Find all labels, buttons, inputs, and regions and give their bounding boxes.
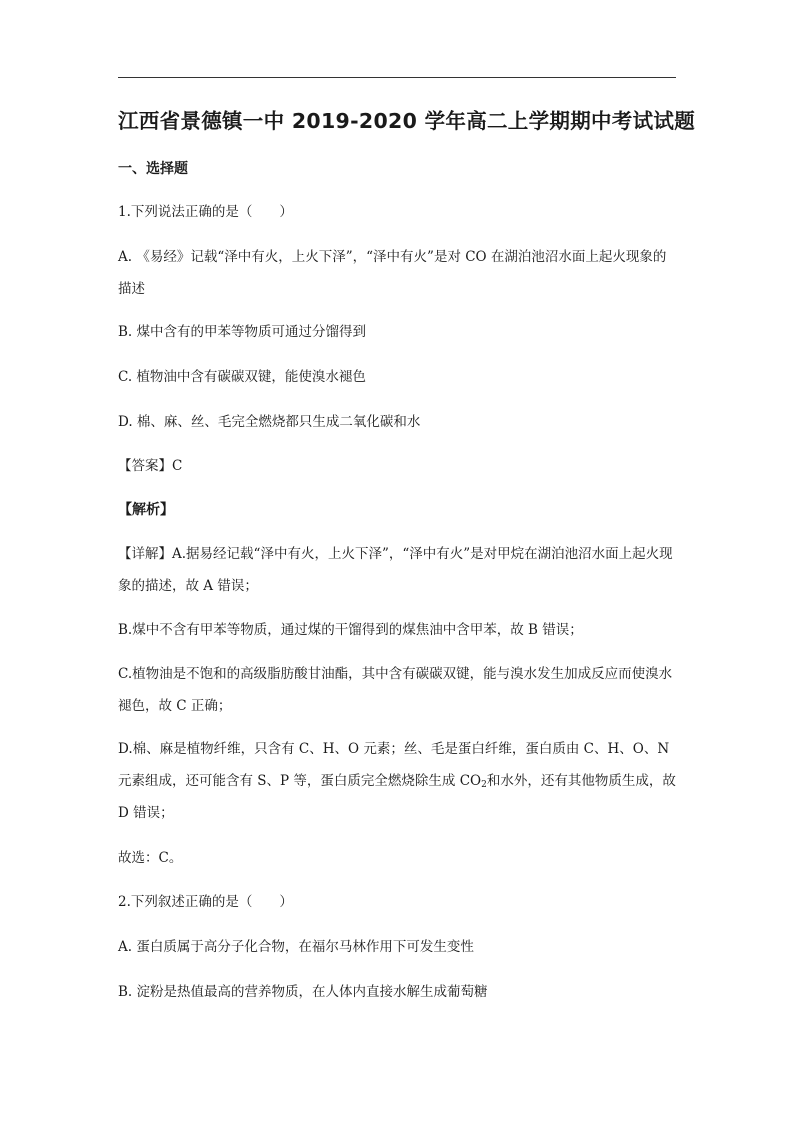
page-title: 江西省景德镇一中 2019-2020 学年高二上学期期中考试试题 <box>118 109 695 133</box>
question-1-stem: 1.下列说法正确的是（ ） <box>118 204 293 220</box>
detail-b: B.煤中不含有甲苯等物质，通过煤的干馏得到的煤焦油中含甲苯，故 B 错误； <box>118 622 583 638</box>
detail-c: C.植物油是不饱和的高级脂肪酸甘油酯，其中含有碳碳双键，能与溴水发生加成反应而使溴水褪色，故 C 正确； <box>118 666 673 714</box>
question-2-stem: 2.下列叙述正确的是（ ） <box>118 894 293 910</box>
detail-d-text: D.棉、麻是植物纤维，只含有 C、H、O 元素；丝、毛是蛋白纤维，蛋白质由 C、H、O、N 元素组成，还可能含有 S、P 等，蛋白质完全燃烧除生成 CO <box>118 741 670 789</box>
detail-d-text-end: 和水外，还有其他物质生成，故 D 错误； <box>118 773 676 821</box>
co2-subscript: 2 <box>481 780 487 790</box>
header-rule <box>118 77 676 78</box>
conclusion: 故选：C。 <box>118 850 183 866</box>
question-1-option-d: D. 棉、麻、丝、毛完全燃烧都只生成二氧化碳和水 <box>118 414 421 430</box>
detail-a: 【详解】A.据易经记载“泽中有火，上火下泽”，“泽中有火”是对甲烷在湖泊池沼水面上起火现象的描述，故 A 错误； <box>118 546 673 594</box>
question-2-option-a: A. 蛋白质属于高分子化合物，在福尔马林作用下可发生变性 <box>118 939 474 955</box>
section-heading: 一、选择题 <box>118 161 188 177</box>
question-1-option-b: B. 煤中含有的甲苯等物质可通过分馏得到 <box>118 324 367 340</box>
question-1-option-c: C. 植物油中含有碳碳双键，能使溴水褪色 <box>118 369 366 385</box>
question-2-option-b: B. 淀粉是热值最高的营养物质，在人体内直接水解生成葡萄糖 <box>118 984 488 1000</box>
analysis-header: 【解析】 <box>118 502 174 518</box>
question-1-option-a: A. 《易经》记载“泽中有火，上火下泽”，“泽中有火”是对 CO 在湖泊池沼水面上起火现象的描述 <box>118 249 667 297</box>
answer-line: 【答案】C <box>118 458 183 474</box>
detail-d <box>118 733 678 829</box>
